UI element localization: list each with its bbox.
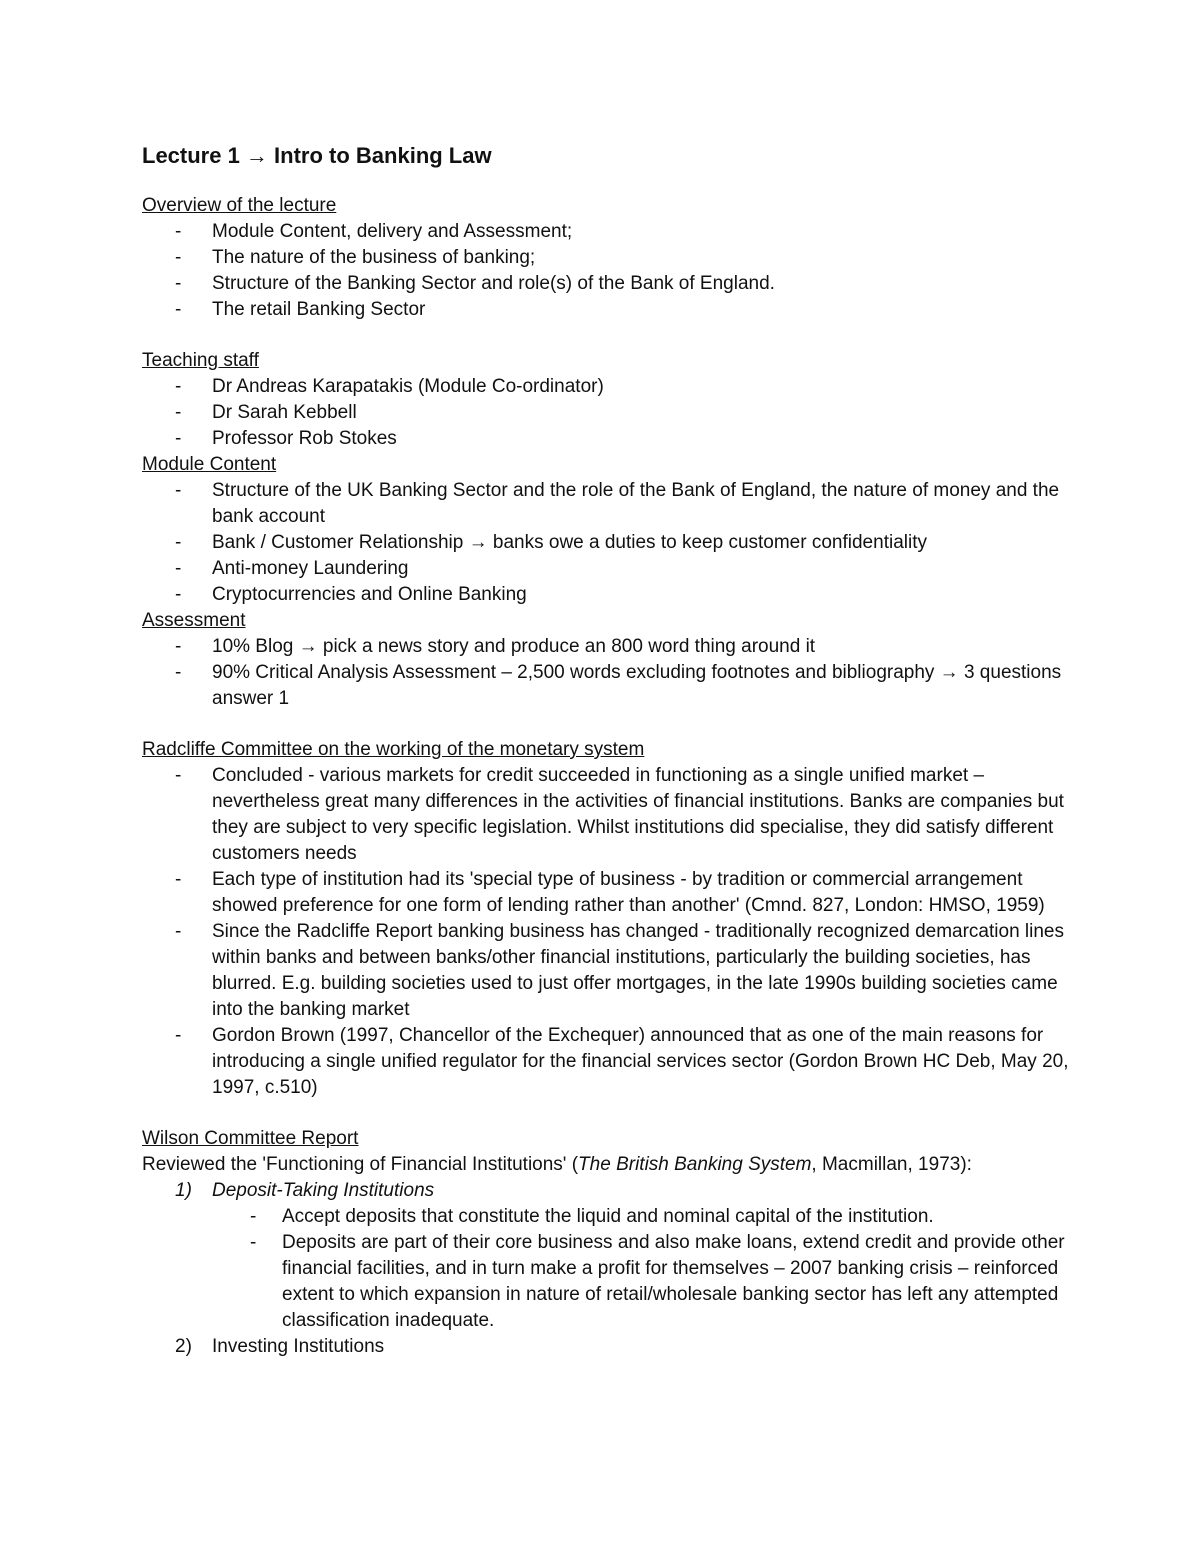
list-item: [142, 660, 1072, 712]
dash-bullet: -: [175, 584, 182, 605]
numbered-item-label: Investing Institutions: [212, 1336, 385, 1357]
list-item-text: Cryptocurrencies and Online Banking: [212, 584, 527, 605]
list-item-text: 10% Blog → pick a news story and produce an 800 word thing around it: [212, 636, 816, 657]
dash-bullet: -: [175, 869, 182, 890]
list-item-text: Dr Andreas Karapatakis (Module Co-ordinator): [212, 376, 604, 397]
staff-heading: Teaching staff: [142, 350, 259, 371]
overview-list: [142, 219, 1072, 323]
list-item-text: Dr Sarah Kebbell: [212, 402, 357, 423]
dash-bullet: -: [175, 636, 182, 657]
staff-list: [142, 374, 1072, 452]
list-item: [142, 867, 1072, 919]
list-item-text: Each type of institution had its 'special type of business - by tradition or commercial arrangement showed preference for one form of lending rather than another' (Cmnd. 827, London: HMSO, 1959): [212, 869, 1045, 916]
dash-bullet: -: [175, 1025, 182, 1046]
list-item: [142, 400, 1072, 426]
wilson-intro: [142, 1152, 1072, 1178]
list-item-text: Structure of the Banking Sector and role(s) of the Bank of England.: [212, 273, 775, 294]
numbered-item-label: Deposit-Taking Institutions: [212, 1180, 435, 1201]
deposit-taking-list: [142, 1204, 1072, 1334]
list-item: [142, 530, 1072, 556]
list-item: [142, 634, 1072, 660]
list-item: [142, 245, 1072, 271]
list-item: [142, 271, 1072, 297]
list-item: [142, 919, 1072, 1023]
radcliffe-list: [142, 763, 1072, 1101]
list-item: [142, 297, 1072, 323]
wilson-intro-book-title: The British Banking System: [578, 1154, 812, 1175]
assessment-list: [142, 634, 1072, 712]
list-item-text: Professor Rob Stokes: [212, 428, 397, 449]
dash-bullet: -: [175, 765, 182, 786]
dash-bullet: -: [175, 299, 182, 320]
number-marker: 1): [175, 1180, 192, 1201]
wilson-heading: Wilson Committee Report: [142, 1128, 359, 1149]
dash-bullet: -: [175, 428, 182, 449]
list-item: [142, 763, 1072, 867]
list-item: [142, 556, 1072, 582]
dash-bullet: -: [175, 558, 182, 579]
list-item-text: The retail Banking Sector: [212, 299, 426, 320]
spacer: [142, 1101, 1072, 1126]
dash-bullet: -: [250, 1232, 257, 1253]
list-item: [142, 1023, 1072, 1101]
dash-bullet: -: [175, 221, 182, 242]
list-item: [142, 426, 1072, 452]
list-item: [142, 1230, 1072, 1334]
page-title: Lecture 1 → Intro to Banking Law: [142, 143, 492, 168]
list-item-text: Anti-money Laundering: [212, 558, 409, 579]
list-item-text: 90% Critical Analysis Assessment – 2,500 words excluding footnotes and bibliography → 3 questions answer 1: [212, 662, 1062, 709]
dash-bullet: -: [175, 921, 182, 942]
module-content-list: [142, 478, 1072, 608]
number-marker: 2): [175, 1336, 192, 1357]
list-item-text: Module Content, delivery and Assessment;: [212, 221, 573, 242]
dash-bullet: -: [175, 532, 182, 553]
list-item: [142, 374, 1072, 400]
list-item-text: The nature of the business of banking;: [212, 247, 536, 268]
list-item-text: Since the Radcliffe Report banking business has changed - traditionally recognized demarcation lines within banks and between banks/other financial institutions, particularly the building societies, has blurred. E.g. building societies used to just offer mortgages, in the late 1990s building societies came into the banking market: [212, 921, 1064, 1020]
list-item: [142, 478, 1072, 530]
numbered-item-1: [142, 1178, 1072, 1204]
dash-bullet: -: [175, 402, 182, 423]
list-item: [142, 582, 1072, 608]
list-item-text: Structure of the UK Banking Sector and the role of the Bank of England, the nature of money and the bank account: [212, 480, 1060, 527]
list-item-text: Concluded - various markets for credit succeeded in functioning as a single unified market – nevertheless great many differences in the activities of financial institutions. Banks are companies but they are subject to very specific legislation. Whilst institutions did specialise, they did satisfy different customers needs: [212, 765, 1064, 864]
dash-bullet: -: [250, 1206, 257, 1227]
wilson-intro-text-end: , Macmillan, 1973):: [811, 1154, 972, 1175]
dash-bullet: -: [175, 376, 182, 397]
dash-bullet: -: [175, 273, 182, 294]
assessment-heading: Assessment: [142, 610, 246, 631]
spacer: [142, 323, 1072, 348]
module-content-heading: Module Content: [142, 454, 277, 475]
list-item: [142, 1204, 1072, 1230]
radcliffe-heading: Radcliffe Committee on the working of the monetary system: [142, 739, 645, 760]
dash-bullet: -: [175, 662, 182, 683]
numbered-item-2: [142, 1334, 1072, 1360]
dash-bullet: -: [175, 480, 182, 501]
spacer: [142, 712, 1072, 737]
list-item: [142, 219, 1072, 245]
list-item-text: Deposits are part of their core business and also make loans, extend credit and provide other financial facilities, and in turn make a profit for themselves – 2007 banking crisis – reinforced extent to which expansion in nature of retail/wholesale banking sector has left any attempted classification inadequate.: [282, 1232, 1065, 1331]
wilson-intro-text: Reviewed the 'Functioning of Financial Institutions' (: [142, 1154, 579, 1175]
dash-bullet: -: [175, 247, 182, 268]
list-item-text: Accept deposits that constitute the liquid and nominal capital of the institution.: [282, 1206, 934, 1227]
document-body: [142, 141, 1072, 1360]
overview-heading: Overview of the lecture: [142, 195, 337, 216]
list-item-text: Gordon Brown (1997, Chancellor of the Exchequer) announced that as one of the main reasons for introducing a single unified regulator for the financial services sector (Gordon Brown HC Deb, May 20, 1997, c.510): [212, 1025, 1069, 1098]
list-item-text: Bank / Customer Relationship → banks owe a duties to keep customer confidentiality: [212, 532, 927, 553]
